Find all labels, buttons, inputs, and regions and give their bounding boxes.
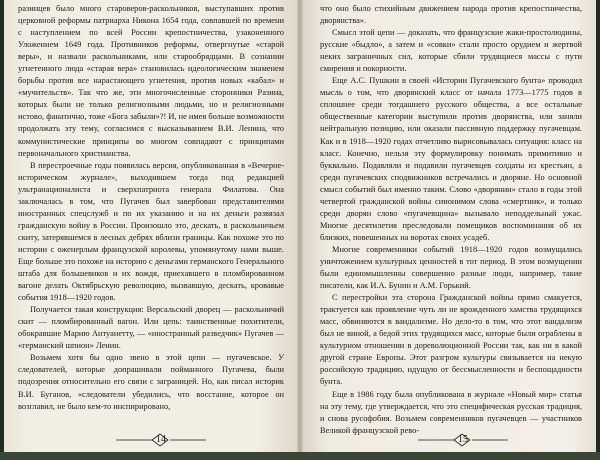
paragraph: Еще в 1986 году была опубликована в журнале «Новый мир» статья на эту тему, где утверждается, что это специфическая русская традиция, и снова русофобия. Возьмем современников пугачевцев — участников Великой французской рево- (320, 389, 582, 435)
paragraph: Получается такая конструкция: Версальский дворец — раскольничий скит — пломбированный вагон. Или цепь: таинственные похитители, обокравшие Марию Антуанетту, — «иностранный разведчик» Пугачев — «германский шпион» Ленин. (18, 305, 284, 351)
left-page-text (18, 3, 284, 413)
paragraph: Возьмем хотя бы одно звено в этой цепи — пугачевское. У следователей, которые допрашивали пойманного Пугачева, были подозрения относительно его связи с заграницей. Но, как писал историк В.И. Буганов, «следователи убедились, что восстание, которое он возглавил, не было кем-то инспирировано, (18, 353, 284, 411)
page-number-label: 15 (458, 434, 468, 445)
page-number (418, 433, 508, 447)
paragraph: С перестройки эта сторона Гражданской войны прямо смакуется, трактуется как проявление чуть ли не врожденного хамства трудящихся масс, обвиняются в вандализме. Но дело-то в том, что этот вандализм был не виной, а бедой этих трудящихся масс, которые были ограблены в культурном отношении в дореволюционной России так, как ни в какой другой стране Европы. Этот разгром культуры связывается на некую российскую традицию, идущую от бессмысленности и беспощадности бунта. (320, 293, 582, 387)
right-page (300, 0, 596, 452)
paragraph: что оно было стихийным движением народа против крепостничества, дворянства». (320, 4, 582, 26)
right-page-text (320, 3, 582, 437)
paragraph: Смысл этой цепи — доказать, что французские жаки-простолюдины, русские «быдло», а затем и «совки» стали просто орудием и жертвой неких заграничных сил, которые сбили трудящиеся массы с пути смирения и покорности. (320, 28, 582, 74)
page-number-label: 14 (156, 434, 166, 445)
page-number (116, 433, 206, 447)
left-page (4, 0, 300, 452)
paragraph: Многие современники событий 1918—1920 годов возмущались уничтожением культурных ценностей в тот период. В этом возмущении были единомышленны совершенно разные люди, например, такие писатели, как И.А. Бунин и А.М. Горький. (320, 244, 582, 291)
open-book (4, 0, 596, 452)
book-spine (297, 0, 303, 452)
paragraph: разинцев было много староверов-раскольников, выступавших против церковной реформы патриарха Никона 1654 года, совпавшей по времени с наступлением по всей России крепостничества, узаконенного Уложением 1649 года. Противников реформы, отвергнутые «старой веры», и назвали раскольниками, или старообрядцами. В сознании угнетенного люда «старая вера» становилась идеологическим знаменем борьбы против все нарастающего угнетения, против новых «кабал» и «мучительств». Так что же, эти многочисленные сторонники Разина, которых были не только религиозными людьми, но и религиозными истово, фанатично, тоже «Богa забыли»?! И, не имея больше возможности продолжать эту тему, согласимся с высказыванием В.И. Ленина, что коммунистические принципы во многом совпадают с принципами первоначального христианства. (18, 4, 284, 158)
paragraph: Еще А.С. Пушкин в своей «Истории Пугачевского бунта» проводил мысль о том, что дворянский класс от начала 1773—1775 годов в сплошнее среди тогдашнего русского общества, а все остальные общественные категории выступили против дворянства, или заняли нейтральную позицию, или оказали пассивную поддержку пугачевцам. Как и в 1918—1920 годах отчетливо вырисовывалась ситуация: класс на класс. Конечно, нельзя эту формулировку понимать примитивно и буквально. Подавляли и подавили пугачевцев солдаты из крестьян, а среди пугачевских сподвижников встречались и дворяне. Но основной смысл событий был именно таким. Слово «дворянин» стало в годы этой четвертой гражданской войны синонимом слова «смертник», и только среди дворян слово «пугачевщина» вызывало неподдельный ужас. Многие десятилетия преследовали помещиков воспоминания об их близких, повешенных на воротах своих усадеб. (320, 76, 582, 242)
background-band (0, 452, 600, 460)
paragraph: В перестроечные годы появилась версия, опубликованная в «Вечерне-историческом журнале», выходившем тогда под редакцией ультранационалиста и сверхпатриота генерала Филатова. Она заключалась в том, что Пугачев был завербован представителями иностранных спецслужб и по их указанию и на их деньги развязал гражданскую войну в России. Произошло это, дескать, в раскольничьем скиту, затерявшемся в лесных дебрях вблизи границы. Как похоже это по истории с оженерлым французской королевы, упомянутому нами выше. Еще больше это похоже на историю с деньгами германского Генерального штаба для большевиков и их вождя, приехавшего в пломбированном вагоне делать Октябрьскую революцию, вызвавшую, дескать, кровавые события 1918—1920 годов. (18, 160, 284, 303)
